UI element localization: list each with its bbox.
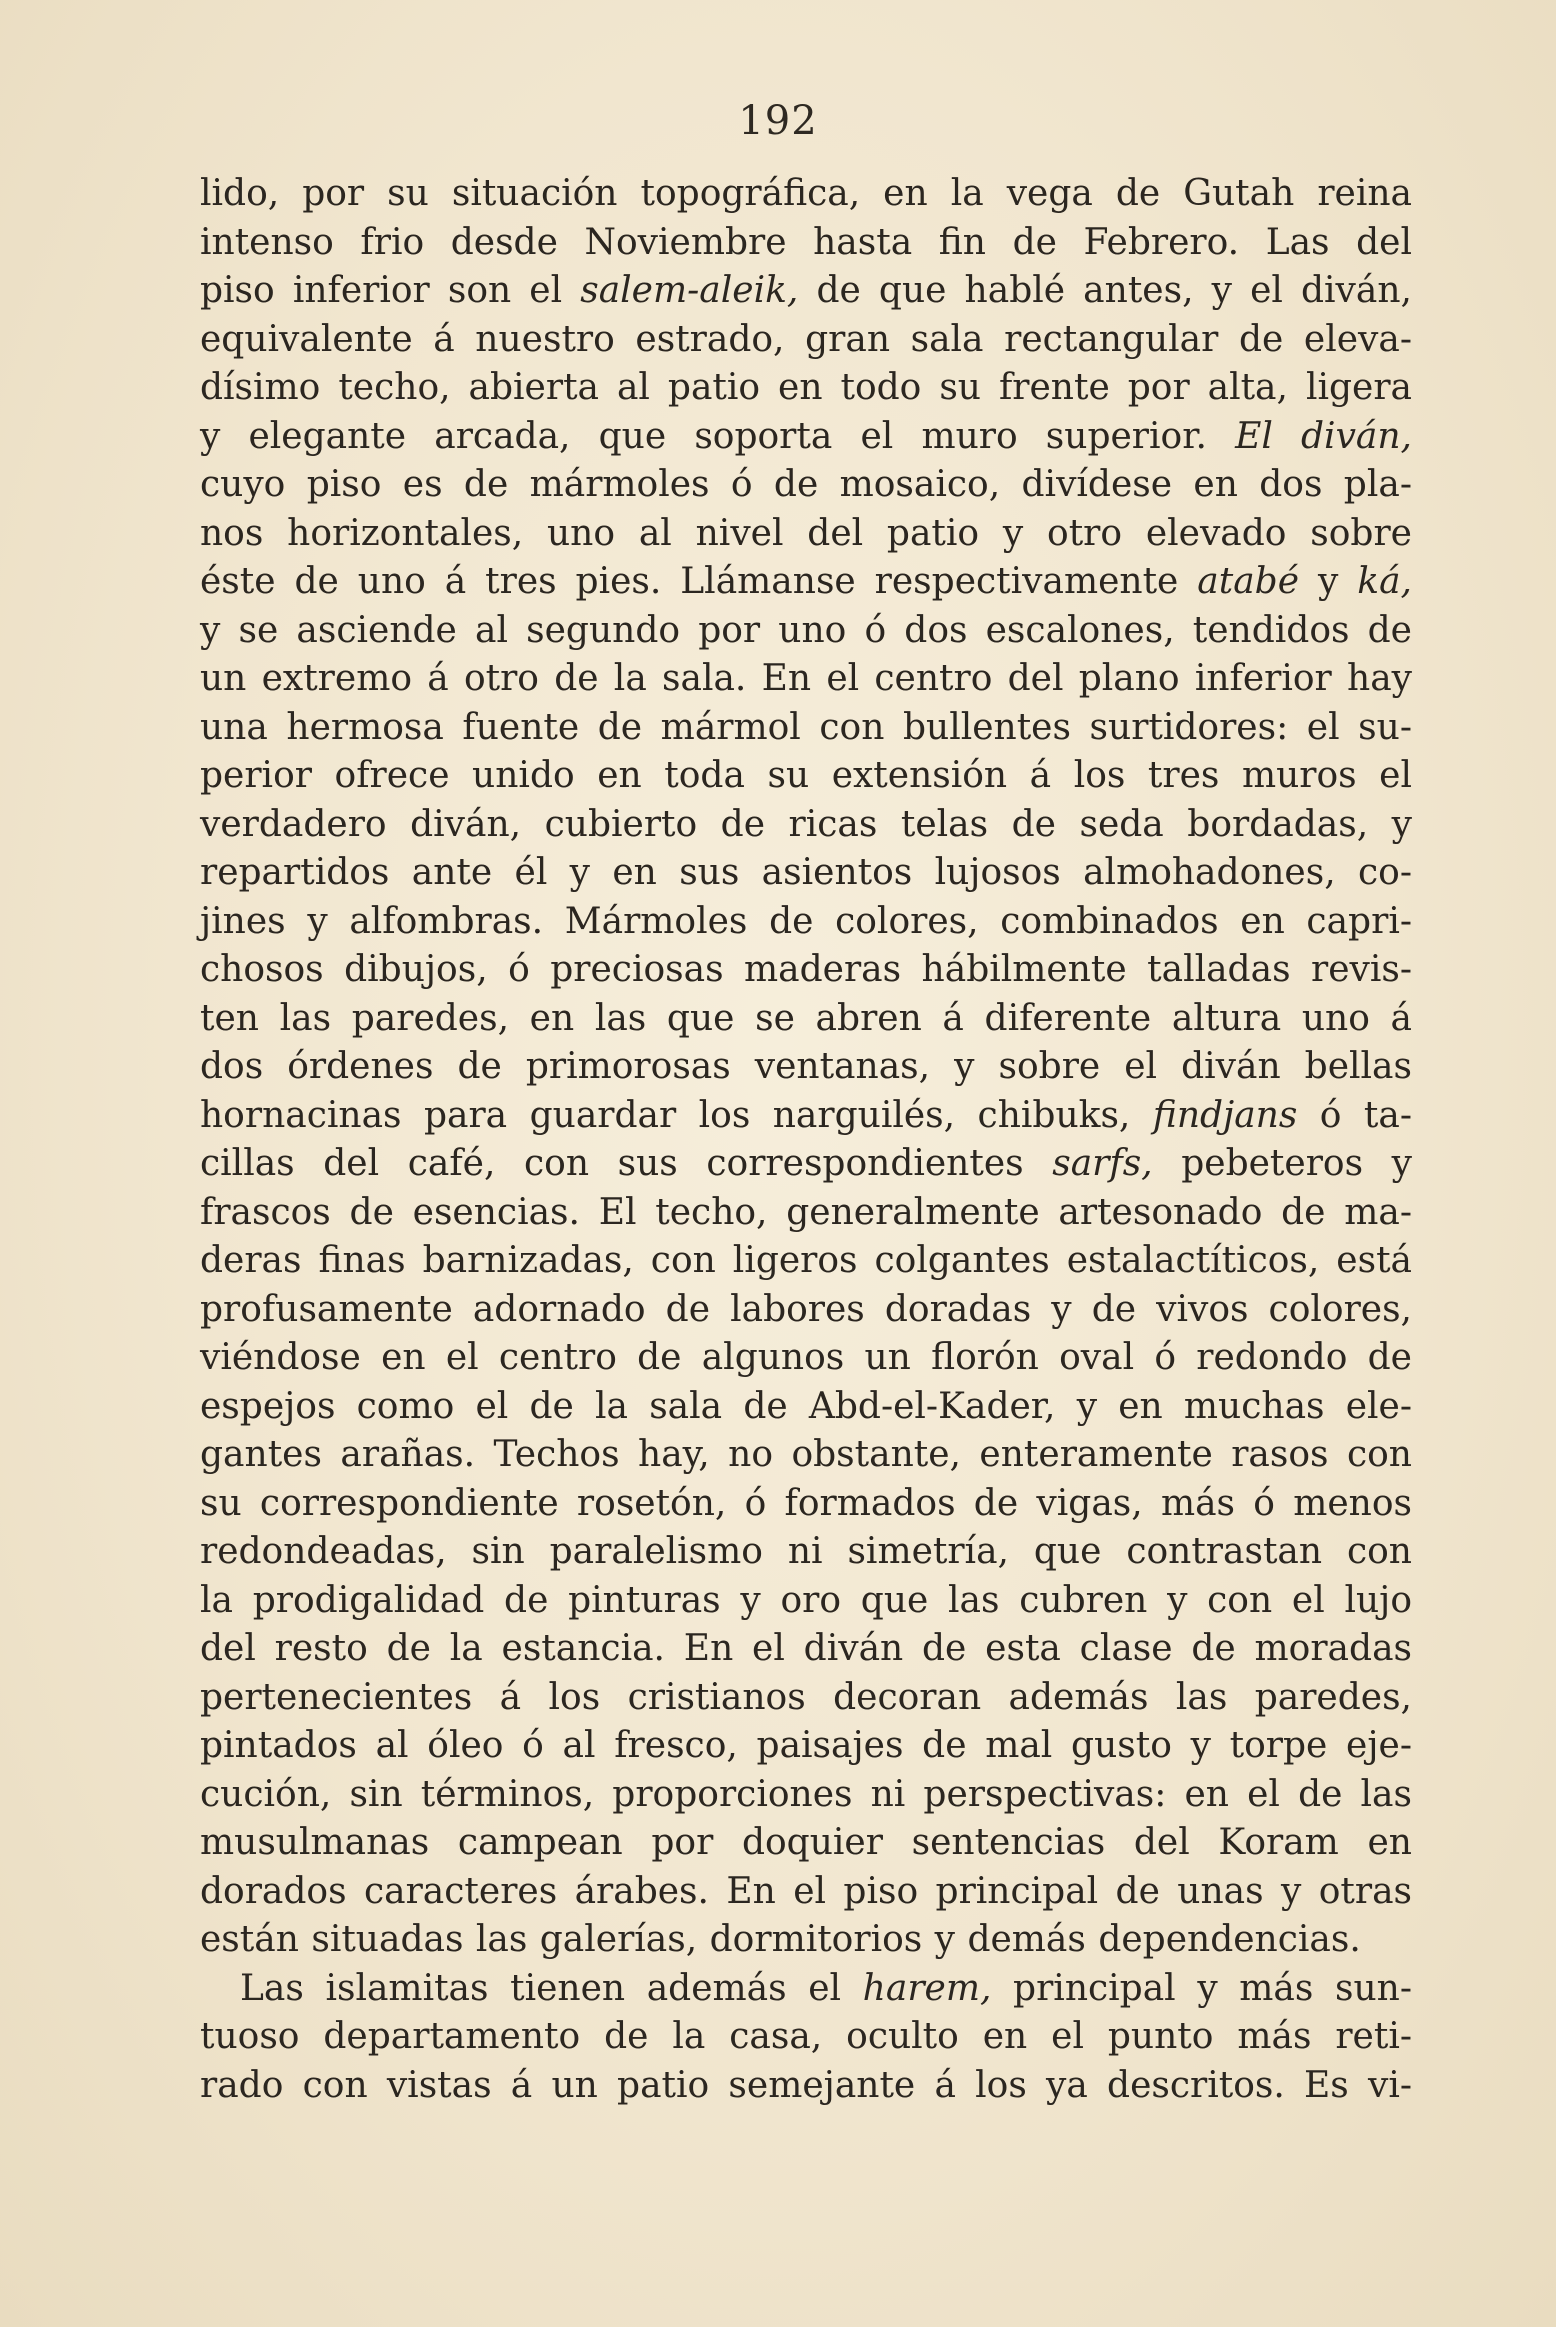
italic-term: harem, xyxy=(862,1967,992,2009)
text-line xyxy=(200,461,1412,510)
text-segment: Las islamitas tienen además el xyxy=(240,1967,863,2009)
text-segment: piso inferior son el xyxy=(200,270,581,311)
text-segment: la prodigalidad de pinturas y oro que las cubren y con el lujo xyxy=(200,1579,1412,1621)
text-line xyxy=(200,995,1412,1044)
text-line xyxy=(200,801,1412,850)
text-line xyxy=(200,1868,1412,1917)
text-segment: pintados al óleo ó al fresco, paisajes de mal gusto y torpe eje- xyxy=(200,1725,1412,1766)
text-segment: viéndose en el centro de algunos un florón oval ó redondo de xyxy=(200,1337,1412,1378)
text-line xyxy=(200,1577,1412,1626)
text-line xyxy=(200,898,1412,947)
text-segment: jines y alfombras. Mármoles de colores, combinados en capri- xyxy=(200,900,1412,942)
text-line xyxy=(200,2013,1412,2062)
text-segment: frascos de esencias. El techo, generalmente artesonado de ma- xyxy=(200,1191,1412,1233)
text-segment: cución, sin términos, proporciones ni perspectivas: en el de las xyxy=(200,1773,1412,1815)
text-line xyxy=(200,946,1412,995)
text-line xyxy=(200,1965,1412,2014)
italic-term: salem-aleik, xyxy=(580,270,799,311)
text-segment: y elegante arcada, que soporta el muro superior. xyxy=(200,415,1236,457)
text-segment: lido, por su situación topográfica, en la vega de Gutah reina xyxy=(200,173,1412,214)
text-line xyxy=(200,1043,1412,1092)
text-line xyxy=(200,364,1412,413)
text-line xyxy=(200,510,1412,559)
text-line xyxy=(200,607,1412,656)
text-segment: éste de uno á tres pies. Llámanse respectivamente xyxy=(200,561,1198,602)
text-line xyxy=(200,413,1412,462)
text-segment: chosos dibujos, ó preciosas maderas hábilmente talladas revis- xyxy=(200,949,1412,990)
text-segment: gantes arañas. Techos hay, no obstante, enteramente rasos con xyxy=(200,1434,1412,1475)
text-segment: redondeadas, sin paralelismo ni simetría, que contrastan con xyxy=(200,1531,1412,1572)
text-segment: repartidos ante él y en sus asientos lujosos almohadones, co- xyxy=(200,852,1412,893)
text-line xyxy=(200,1625,1412,1674)
text-segment: perior ofrece unido en toda su extensión á los tres muros el xyxy=(200,755,1412,796)
text-segment: ó ta- xyxy=(1297,1094,1412,1136)
text-segment: tuoso departamento de la casa, oculto en el punto más reti- xyxy=(200,2016,1412,2057)
text-line xyxy=(200,1383,1412,1432)
text-segment: su correspondiente rosetón, ó formados de vigas, más ó menos xyxy=(200,1482,1412,1524)
italic-term: ká, xyxy=(1357,561,1412,602)
text-segment: hornacinas para guardar los narguilés, chibuks, xyxy=(200,1094,1153,1136)
text-line xyxy=(200,1140,1412,1189)
text-segment: dorados caracteres árabes. En el piso principal de unas y otras xyxy=(200,1870,1412,1912)
text-segment: principal y más sun- xyxy=(991,1967,1412,2009)
text-segment: musulmanas campean por doquier sentencias del Koram en xyxy=(200,1822,1412,1863)
text-line xyxy=(200,655,1412,704)
text-line xyxy=(200,1528,1412,1577)
text-line xyxy=(200,316,1412,365)
text-segment: cuyo piso es de mármoles ó de mosaico, divídese en dos pla- xyxy=(200,464,1412,505)
text-segment: deras finas barnizadas, con ligeros colgantes estalactíticos, está xyxy=(200,1240,1412,1281)
text-segment: intenso frio desde Noviembre hasta fin de Febrero. Las del xyxy=(200,221,1412,263)
text-segment: del resto de la estancia. En el diván de esta clase de moradas xyxy=(200,1628,1412,1669)
text-segment: verdadero diván, cubierto de ricas telas de seda bordadas, y xyxy=(200,803,1412,845)
text-segment: dos órdenes de primorosas ventanas, y sobre el diván bellas xyxy=(200,1046,1412,1087)
text-segment: ten las paredes, en las que se abren á diferente altura uno á xyxy=(200,997,1412,1039)
text-line xyxy=(200,219,1412,268)
text-line xyxy=(200,1237,1412,1286)
text-segment: una hermosa fuente de mármol con bullentes surtidores: el su- xyxy=(200,706,1412,748)
text-line xyxy=(200,1092,1412,1141)
text-line xyxy=(200,849,1412,898)
text-segment: espejos como el de la sala de Abd-el-Kader, y en muchas ele- xyxy=(200,1385,1412,1427)
text-line xyxy=(200,752,1412,801)
text-line xyxy=(200,1771,1412,1820)
text-line xyxy=(200,1480,1412,1529)
body-text xyxy=(200,170,1412,2110)
text-line xyxy=(200,1431,1412,1480)
text-line xyxy=(200,558,1412,607)
text-line xyxy=(200,1819,1412,1868)
text-line xyxy=(200,267,1412,316)
text-segment: están situadas las galerías, dormitorios y demás dependencias. xyxy=(200,1919,1361,1960)
text-line xyxy=(200,2062,1412,2111)
text-segment: equivalente á nuestro estrado, gran sala rectangular de eleva- xyxy=(200,318,1412,360)
text-segment: dísimo techo, abierta al patio en todo su frente por alta, ligera xyxy=(200,367,1412,408)
text-line xyxy=(200,1674,1412,1723)
text-segment: y se asciende al segundo por uno ó dos escalones, tendidos de xyxy=(200,609,1412,651)
text-segment: cillas del café, con sus correspondientes xyxy=(200,1143,1053,1184)
italic-term: findjans xyxy=(1152,1094,1298,1136)
text-segment: pebeteros y xyxy=(1152,1143,1413,1184)
text-segment: de que hablé antes, y el diván, xyxy=(798,270,1412,311)
text-segment: un extremo á otro de la sala. En el centro del plano inferior hay xyxy=(200,658,1412,699)
text-line xyxy=(200,704,1412,753)
text-segment: pertenecientes á los cristianos decoran además las paredes, xyxy=(200,1676,1412,1718)
text-line xyxy=(200,1189,1412,1238)
italic-term: sarfs, xyxy=(1052,1143,1153,1184)
text-line xyxy=(200,1722,1412,1771)
text-line xyxy=(200,1286,1412,1335)
italic-term: atabé xyxy=(1197,561,1300,602)
text-line xyxy=(200,1916,1412,1965)
text-segment: nos horizontales, uno al nivel del patio y otro elevado sobre xyxy=(200,512,1412,554)
text-line xyxy=(200,170,1412,219)
text-segment: rado con vistas á un patio semejante á los ya descritos. Es vi- xyxy=(200,2064,1412,2106)
page-number: 192 xyxy=(738,98,818,144)
text-segment: profusamente adornado de labores doradas y de vivos colores, xyxy=(200,1288,1412,1330)
italic-term: El diván, xyxy=(1235,415,1412,457)
text-line xyxy=(200,1334,1412,1383)
text-segment: y xyxy=(1299,561,1358,602)
